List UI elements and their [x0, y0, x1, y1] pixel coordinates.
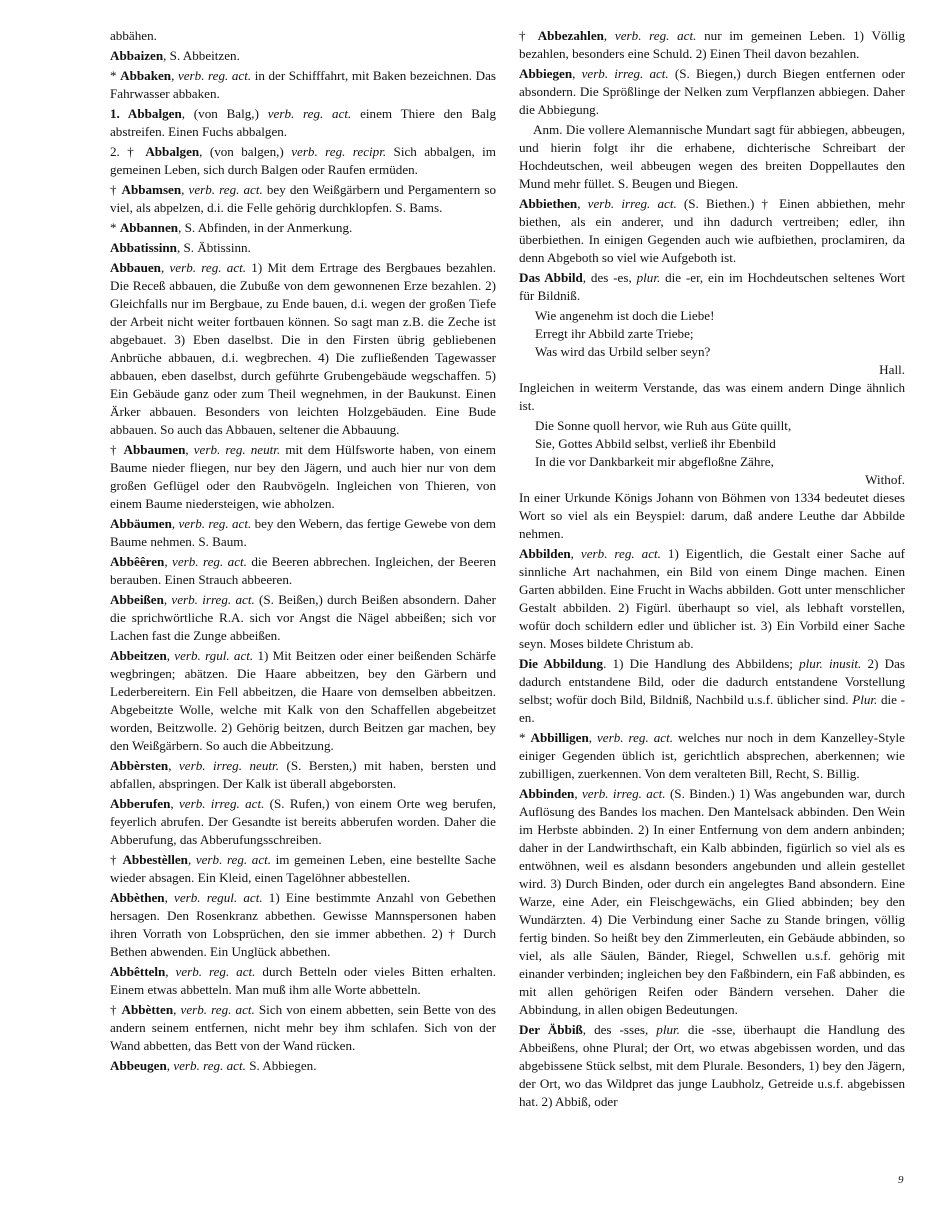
dictionary-entry	[519, 195, 905, 267]
entry-text: Sich von einem abbetten, sein Bette von des andern seinem entfernen, nicht mehr bey ihm schlafen. Sich von der Wand abbetten, das Bett von der Wand rücken.	[110, 1002, 496, 1053]
entry-text: ,	[574, 786, 582, 801]
entry-text: ,	[187, 852, 196, 867]
entry-text: ,	[181, 182, 189, 197]
entry-text: *	[110, 68, 121, 83]
entry-text: ,	[577, 196, 588, 211]
headword: Abbilden	[519, 546, 571, 561]
grammar-label: verb. reg. act.	[173, 1058, 246, 1073]
grammar-label: verb. irreg. act.	[582, 786, 666, 801]
dictionary-entry	[519, 65, 905, 119]
dictionary-entry	[519, 121, 905, 193]
dictionary-entry	[110, 851, 496, 887]
grammar-label: verb. reg. act.	[188, 182, 263, 197]
headword: Abbêtteln	[110, 964, 166, 979]
entry-text: , S. Abfinden, in der Anmerkung.	[178, 220, 353, 235]
headword: Das Abbild	[519, 270, 583, 285]
entry-text: 1) Mit Beitzen oder einer beißenden Schärfe wegbringen; abätzen. Die Haare abbeitzen, bey den Gärbern und Lederbereitern. Ein Fell abbeitzen, die Haare von demselben abbeitzen. Abgebeitzte Wolle, welche mit Kalk von den Schaffellen abgebeitzet worden, Beitzwolle. 2) Gehörig beitzen, durch Beitzen gar machen, bey den Weißgärbern. So auch die Abbeitzung.	[110, 648, 496, 753]
dictionary-entry	[110, 889, 496, 961]
entry-text: einem Thiere den Balg abstreifen. Einen Fuchs abbalgen.	[110, 106, 496, 139]
entry-text: *	[519, 730, 531, 745]
entry-text: ,	[173, 1002, 181, 1017]
grammar-label: verb. reg. act.	[580, 546, 661, 561]
dictionary-entry	[110, 27, 496, 45]
entry-text: ,	[170, 796, 179, 811]
entry-text: (S. Biegen,) durch Biegen entfernen oder absondern. Die Sprößlinge der Nelken zum Verpflanzen abbiegen. Daher die Abbiegung.	[519, 66, 905, 117]
grammar-label: plur.	[636, 270, 661, 285]
dictionary-entry	[110, 67, 496, 103]
dictionary-entry	[519, 269, 905, 305]
entry-text: welches nur noch in dem Kanzelley-Style einiger Gegenden üblich ist, gerichtlich absprechen, aberkennen; wie zubilligen, zuerkennen. Von dem veralteten Bill, Recht, S. Billig.	[519, 730, 905, 781]
entry-text: Ingleichen in weiterm Verstande, das was einem andern Dinge ähnlich ist.	[519, 380, 905, 413]
entry-text: 2. †	[110, 144, 146, 159]
entry-text: ,	[165, 964, 176, 979]
grammar-label: verb. reg. act.	[169, 260, 247, 275]
entry-text: , (von balgen,)	[199, 144, 292, 159]
dictionary-entry	[110, 647, 496, 755]
dictionary-entry	[110, 515, 496, 551]
entry-text: ,	[164, 554, 173, 569]
entry-text: , des -es,	[582, 270, 637, 285]
dictionary-entry	[110, 47, 496, 65]
grammar-label: verb. reg. act.	[195, 852, 272, 867]
headword: Abbêêren	[110, 554, 165, 569]
entry-text: (S. Beißen,) durch Beißen absondern. Daher die sprichwörtliche R.A. sich vor Angst die Nägel abbeißen; sich vor Lachen fast die Zunge abbeißen.	[110, 592, 496, 643]
dictionary-entry	[110, 441, 496, 513]
entry-text: mit dem Hülfsworte haben, von einem Baume nieder fliegen, nur bey den Jägern, und auch hier nur von dem großen Geflügel oder den Raubvögeln. Ingleichen von Thieren, von einem Baume niedersteigen, wie abholzen.	[110, 442, 496, 511]
entry-text: Anm. Die vollere Alemannische Mundart sagt für abbiegen, abbeugen, und hierin folgt ihr die erhabene, dichterische Schreibart der Hochdeutschen, weil abbeugen wegen des breiten Doppellautes den Mund mehr füllet. S. Beugen und Biegen.	[519, 122, 905, 191]
headword: Abbannen	[119, 220, 179, 235]
right-column	[519, 27, 905, 1113]
entry-text: †	[519, 28, 538, 43]
entry-text: ,	[166, 648, 175, 663]
dictionary-entry	[519, 545, 905, 653]
grammar-label: verb. reg. act.	[267, 106, 352, 121]
dictionary-entry	[110, 105, 496, 141]
headword: Abbäumen	[110, 516, 172, 531]
dictionary-entry	[519, 785, 905, 1019]
entry-text: (S. Biethen.) † Einen abbiethen, mehr biethen, als ein anderer, und ihn dadurch vertreiben; edler, ihn überbiethen. In einigen Gegenden auch wie aufbiethen, proclamiren, da denn Abgeboth so viel wie Aufgeboth ist.	[519, 196, 905, 265]
grammar-label: verb. reg. act.	[175, 964, 256, 979]
entry-text: in der Schifffahrt, mit Baken bezeichnen. Das Fahrwasser abbaken.	[110, 68, 497, 101]
entry-text: im gemeinen Leben, eine bestellte Sache wieder absagen. Ein Kleid, einen Tagelöhner abbestellen.	[110, 852, 496, 885]
entry-text: . 1) Die Handlung des Abbildens;	[603, 656, 800, 671]
headword: Die Abbildung	[519, 656, 604, 671]
dictionary-entry	[110, 795, 496, 849]
dictionary-entry	[110, 259, 496, 439]
entry-text: †	[110, 182, 122, 197]
grammar-label: plur. inusit.	[799, 656, 862, 671]
entry-text: (S. Binden.) 1) Was angebunden war, durch Auflösung des Bandes los machen. Den Mantelsack abbinden. Den Wein im Herbste abbinden. 2) In einer Entfernung von dem andern anbinden; daher in der Landwirthschaft, ein Kalb abbinden, figürlich so viel als es entwöhnen, weil es alsdann besonders angebunden und allein gestellet wird. 3) Durch Binden, oder durch ein angelegtes Band absondern. Eine Warze, eine Ader, ein Fleischgewächs, ein Glied abbinden; bey den Wundärzten. 4) Die Verbindung einer Sache zu Stande bringen, völlig fertig binden. So heißt bey den Zimmerleuten, ein Gebäude abbinden, so viel, als alle Säulen, Bänder, Riegel, Schwellen u.s.f. gehörig mit einander verbinden; ingleichen bey den Faßbindern, ein Faß abbinden, es mit allen gehörigen Reifen oder Bändern versehen. Daher die Abbindung, in allen obigen Bedeutungen.	[519, 786, 905, 1017]
headword: Abbèthen	[110, 890, 165, 905]
entry-text: die -sse, überhaupt die Handlung des Abbeißens, ohne Plural; der Ort, wo etwas abgebissen worden, und das abgebissene Stück selbst, mit dem Plurale. Besonders, 1) bey den Jägern, der Ort, wo das Wildpret das junge Laubholz, Getreide u.s.f. abgebissen hat. 2) Abbiß, oder	[519, 1022, 906, 1109]
grammar-label: verb. reg. neutr.	[193, 442, 281, 457]
headword: Abbauen	[110, 260, 161, 275]
entry-text: *	[110, 220, 120, 235]
grammar-label: verb. reg. recipr.	[291, 144, 387, 159]
grammar-label: verb. rgul. act.	[174, 648, 254, 663]
dictionary-entry	[110, 553, 496, 589]
entry-text: (S. Bersten,) mit haben, bersten und abfallen, abspringen. Der Kalk ist überall abgeborsten.	[110, 758, 496, 791]
dictionary-entry	[110, 591, 496, 645]
quotation	[519, 307, 905, 379]
headword: Abbiethen	[519, 196, 578, 211]
headword: Der Äbbiß	[519, 1022, 583, 1037]
entry-text: durch Betteln oder vieles Bitten erhalten. Einem etwas abbetteln. Man muß ihm alle Worte abbetteln.	[110, 964, 496, 997]
dictionary-entry	[110, 1057, 496, 1075]
grammar-label: verb. irreg. act.	[178, 796, 265, 811]
entry-text: bey den Webern, das fertige Gewebe von dem Baume nehmen. S. Baum.	[110, 516, 496, 549]
grammar-label: verb. reg. act.	[614, 28, 697, 43]
headword: 1. Abbalgen	[110, 106, 182, 121]
dictionary-entry	[110, 963, 496, 999]
entry-text: ,	[570, 546, 581, 561]
entry-text: ,	[160, 260, 170, 275]
headword: Abbeugen	[110, 1058, 167, 1073]
headword: Abbezahlen	[537, 28, 604, 43]
headword: Abbèrsten	[110, 758, 169, 773]
quote-attribution: Withof.	[865, 472, 905, 487]
entry-text: ,	[185, 442, 194, 457]
quote-line: Sie, Gottes Abbild selbst, verließ ihr Ebenbild	[535, 436, 776, 451]
entry-text: ,	[572, 66, 582, 81]
quote-line: Erregt ihr Abbild zarte Triebe;	[535, 326, 694, 341]
headword: Abbeißen	[110, 592, 164, 607]
grammar-label: verb. reg. act.	[177, 68, 252, 83]
entry-text: die Beeren abbrechen. Ingleichen, der Beeren berauben. Einen Strauch abbeeren.	[110, 554, 497, 587]
grammar-label: verb. reg. act.	[178, 516, 252, 531]
entry-text: abbähen.	[110, 28, 157, 43]
entry-text: †	[110, 852, 123, 867]
headword: Abbestèllen	[122, 852, 188, 867]
headword: Abbinden	[519, 786, 575, 801]
entry-text: In einer Urkunde Königs Johann von Böhmen von 1334 bedeutet dieses Wort so viel als ein Beyspiel: darum, daß andere Leuthe dar Abbilde nehmen.	[519, 490, 905, 541]
dictionary-entry	[110, 1001, 496, 1055]
entry-text: 1) Eine bestimmte Anzahl von Gebethen hersagen. Den Rosenkranz abbethen. Gewisse Mannspersonen haben ihren Vorrath von Lobsprüchen, den sie immer abbethen. 2) † Durch Bethen abwenden. Ein Unglück abbethen.	[110, 890, 496, 959]
quote-line: In die vor Dankbarkeit mir abgefloßne Zähre,	[535, 454, 774, 469]
headword: Abbalgen	[145, 144, 200, 159]
grammar-label: verb. reg. act.	[180, 1002, 255, 1017]
entry-text: ,	[171, 516, 179, 531]
grammar-label: verb. reg. act.	[172, 554, 247, 569]
quotation	[519, 417, 905, 489]
dictionary-entry	[519, 379, 905, 415]
entry-text: ,	[603, 28, 615, 43]
page-number: 9	[898, 1174, 904, 1186]
entry-text: ,	[166, 1058, 174, 1073]
entry-text: die -en.	[519, 692, 905, 725]
quote-attribution: Hall.	[879, 362, 905, 377]
headword: Abbamsen	[121, 182, 182, 197]
entry-text: , (von Balg,)	[181, 106, 268, 121]
quote-line: Was wird das Urbild selber seyn?	[535, 344, 711, 359]
headword: Abbilligen	[530, 730, 589, 745]
entry-text: bey den Weißgärbern und Pergamentern so viel, als abpelzen, d.i. die Felle gehörig durchklopfen. S. Bams.	[110, 182, 496, 215]
headword: Abbiegen	[519, 66, 573, 81]
entry-text: die -er, ein im Hochdeutschen seltenes Wort für Bildniß.	[519, 270, 906, 303]
entry-text: , S. Äbtissinn.	[176, 240, 251, 255]
dictionary-entry	[519, 1021, 905, 1111]
entry-text: 1) Mit dem Ertrage des Bergbaues bezahlen. Die Receß abbauen, die Zubuße von dem gewonnenen Erze bezahlen. 2) Gleichfalls nur im Bergbaue, zu Ende bauen, d.i. wegen der großen Tiefe der Arbeit nicht weiter fortbauen können. So sagt man z.B. die Zeche ist abgebauet. 3) Eben daselbst. Die in den Firsten übrig gebliebenen Anbrüche abbauen, d.i. wegbrechen. 4) Die zufließenden Tagewasser abbauen, eben daselbst, durch geführte Grubengebäude wegschaffen. 5) Ein Gebäude ganz oder zum Theil wegnehmen, in der Baukunst. Einen Ärker abbauen. Besonders von leichten Holzgebäuden. Eine Bude abbauen. So auch das Abbauen, seltener die Abbauung.	[110, 260, 496, 437]
grammar-label: plur.	[656, 1022, 680, 1037]
grammar-label: verb. irreg. neutr.	[178, 758, 279, 773]
dictionary-entry	[519, 489, 905, 543]
quote-line: Die Sonne quoll hervor, wie Ruh aus Güte quillt,	[535, 418, 792, 433]
headword: Abbaizen	[110, 48, 164, 63]
entry-text: †	[110, 442, 124, 457]
dictionary-entry	[110, 239, 496, 257]
grammar-label: verb. irreg. act.	[581, 66, 669, 81]
entry-text: Sich abbalgen, im gemeinen Leben, sich durch Balgen oder Raufen ermüden.	[110, 144, 496, 177]
headword: Abberufen	[110, 796, 171, 811]
headword: Abbeitzen	[110, 648, 167, 663]
dictionary-entry	[110, 757, 496, 793]
grammar-label: verb. irreg. act.	[171, 592, 255, 607]
dictionary-entry	[110, 181, 496, 217]
entry-text: 2) Das dadurch entstandene Bild, oder die dadurch entstandene Vorstellung selbst; wofür doch Bild, Bildniß, Nachbild u.s.f. üblicher sind.	[519, 656, 905, 707]
dictionary-entry	[110, 219, 496, 237]
dictionary-entry	[110, 143, 496, 179]
entry-text: ,	[164, 890, 175, 905]
grammar-label: verb. regul. act.	[174, 890, 263, 905]
headword: Abbatissinn	[110, 240, 177, 255]
entry-text: 1) Eigentlich, die Gestalt einer Sache auf sinnliche Art nachahmen, ein Bild von einem Dinge machen. Einen Garten abbilden. Eine Frucht in Wachs abbilden. Gott unter menschlicher Gestalt abbilden. 2) Figürl. überhaupt so viel, als lebhaft vorstellen, wofür doch schildern edler und üblicher ist. 3) Ein Vorbild einer Sache seyn. Moses bildete Christum ab.	[519, 546, 905, 651]
entry-text: ,	[163, 592, 172, 607]
grammar-label: Plur.	[852, 692, 878, 707]
entry-text: (S. Rufen,) von einem Orte weg berufen, feyerlich abrufen. Der Gesandte ist bereits abberufen worden. Daher die Abberufung, das Abberufungsschreiben.	[110, 796, 496, 847]
entry-text: ,	[171, 68, 178, 83]
entry-text: †	[110, 1002, 122, 1017]
headword: Abbaumen	[123, 442, 186, 457]
entry-text: , des -sses,	[582, 1022, 657, 1037]
entry-text: , S. Abbeitzen.	[163, 48, 240, 63]
left-column	[110, 27, 496, 1077]
entry-text: S. Abbiegen.	[245, 1058, 317, 1073]
grammar-label: verb. reg. act.	[597, 730, 673, 745]
entry-text: nur im gemeinen Leben. 1) Völlig bezahlen, besonders eine Schuld. 2) Einen Theil davon bezahlen.	[519, 28, 905, 61]
quote-line: Wie angenehm ist doch die Liebe!	[535, 308, 715, 323]
headword: Abbaken	[120, 68, 172, 83]
grammar-label: verb. irreg. act.	[587, 196, 677, 211]
dictionary-entry	[519, 729, 905, 783]
entry-text: ,	[168, 758, 179, 773]
dictionary-entry	[519, 655, 905, 727]
dictionary-entry	[519, 27, 905, 63]
headword: Abbètten	[121, 1002, 174, 1017]
entry-text: ,	[588, 730, 597, 745]
